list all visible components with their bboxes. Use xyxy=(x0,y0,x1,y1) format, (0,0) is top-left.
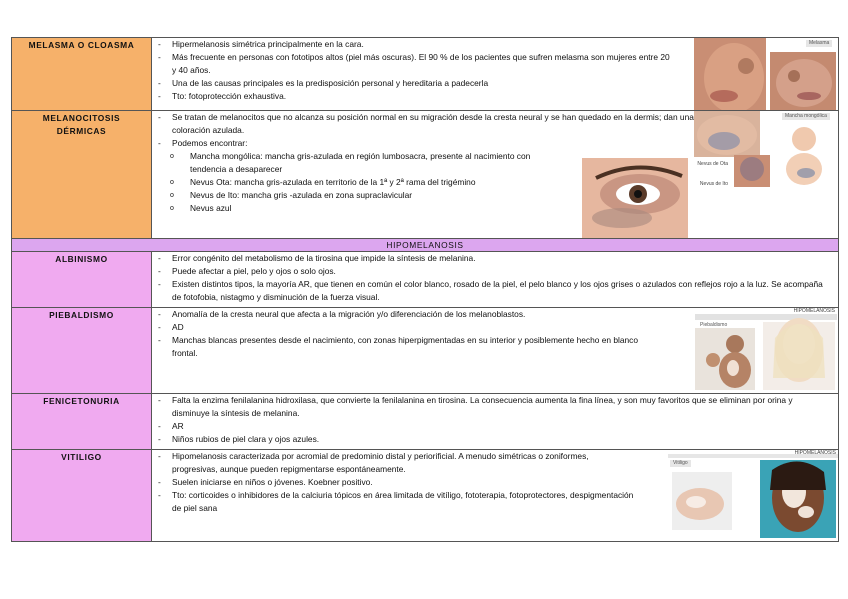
bullet: - Se tratan de melanocitos que no alcanza su posición normal en su migración desde la cresta neural y se han quedado en la dermis; dan una coloración azulada. xyxy=(156,111,696,137)
bullet: - Hipermelanosis simétrica principalmente en la cara. xyxy=(156,38,676,51)
term-label: FENICETONURIA xyxy=(43,396,120,406)
sub-bullet: o Nevus Ota: mancha gris-azulada en territorio de la 1ª y 2ª rama del trigémino xyxy=(170,176,535,189)
term-fenicetonuria xyxy=(12,394,152,450)
bullet: - Puede afectar a piel, pelo y ojos o solo ojos. xyxy=(156,265,832,278)
term-melanocitosis xyxy=(12,111,152,239)
bullet: - Tto: fotoprotección exhaustiva. xyxy=(156,90,676,103)
desc-melasma xyxy=(152,38,839,111)
bullet: - Tto: corticoides o inhibidores de la calciuria tópicos en área limitada de vitíligo, fototerapia, fotoprotectores, despigmentación de piel sana xyxy=(156,489,636,515)
term-label: ALBINISMO xyxy=(55,254,108,264)
image-caption: Nevus de Ota xyxy=(697,161,728,167)
bullet: - Falta la enzima fenilalanina hidroxilasa, que convierte la fenilalanina en tirosina. La consecuencia aumenta la fina línea, y son muy favoritos que se eliminan por orina y disminuye la síntesis de melanina. xyxy=(156,394,832,420)
sub-bullet: o Nevus azul xyxy=(170,202,535,215)
section-header: HIPOMELANOSIS xyxy=(12,239,839,252)
term-label-line2: DÉRMICAS xyxy=(56,126,107,136)
image-caption: Piebaldismo xyxy=(700,322,728,328)
nevus-ota-eye-photo xyxy=(582,158,688,238)
image-caption: Mancha mongólica xyxy=(782,113,830,120)
desc-vitiligo xyxy=(152,450,839,542)
bullet: - Podemos encontrar: xyxy=(156,137,696,150)
bullet: - Más frecuente en personas con fototipos altos (piel más oscuras). El 90 % de los pacientes que sufren melasma son mujeres entre 20 y 40 años. xyxy=(156,51,676,77)
image-header: HIPOMELANOSIS xyxy=(793,308,835,314)
term-label: VITILIGO xyxy=(61,452,102,462)
row-albinismo xyxy=(12,252,839,308)
term-vitiligo xyxy=(12,450,152,542)
bullet: - AR xyxy=(156,420,832,433)
term-label: MELASMA O CLOASMA xyxy=(28,40,135,50)
bullet: - Manchas blancas presentes desde el nacimiento, con zonas hiperpigmentadas en su interior y posiblemente hecho en blanco frontal. xyxy=(156,334,656,360)
sub-bullet: o Nevus de Ito: mancha gris -azulada en zona supraclavicular xyxy=(170,189,535,202)
sub-bullet: o Mancha mongólica: mancha gris-azulada en región lumbosacra, presente al nacimiento con tendencia a desaparecer xyxy=(170,150,535,176)
bullet: - Hipomelanosis caracterizada por acromial de predominio distal y periorificial. A menudo simétricas o zoniformes, progresivas, aunque pueden repigmentarse espontáneamente. xyxy=(156,450,636,476)
image-caption: Vitiligo xyxy=(670,460,691,467)
image-caption: Melasma xyxy=(806,40,832,47)
desc-melanocitosis xyxy=(152,111,839,239)
row-melasma xyxy=(12,38,839,111)
image-caption: Nevus de Ito xyxy=(699,181,728,187)
row-fenicetonuria xyxy=(12,394,839,450)
term-label: PIEBALDISMO xyxy=(49,310,114,320)
desc-fenicetonuria xyxy=(152,394,839,450)
row-piebaldismo xyxy=(12,308,839,394)
mancha-mongolica-photo xyxy=(694,111,837,189)
vitiligo-photo xyxy=(668,450,838,540)
bullet: - Error congénito del metabolismo de la tirosina que impide la síntesis de melanina. xyxy=(156,252,832,265)
term-melasma xyxy=(12,38,152,111)
bullet: - Anomalía de la cresta neural que afecta a la migración y/o diferenciación de los melanoblastos. xyxy=(156,308,656,321)
bullet: - Niños rubios de piel clara y ojos azules. xyxy=(156,433,832,446)
piebaldismo-photo xyxy=(695,308,837,390)
desc-albinismo xyxy=(152,252,839,308)
melasma-photo xyxy=(694,38,837,110)
term-label-line1: MELANOCITOSIS xyxy=(42,113,121,123)
bullet: - Suelen iniciarse en niños o jóvenes. Koebner positivo. xyxy=(156,476,636,489)
desc-piebaldismo xyxy=(152,308,839,394)
bullet: - AD xyxy=(156,321,656,334)
row-section-hipomelanosis xyxy=(12,239,839,252)
bullet: - Una de las causas principales es la predisposición personal y hereditaria a padecerla xyxy=(156,77,676,90)
term-piebaldismo xyxy=(12,308,152,394)
bullet: - Existen distintos tipos, la mayoría AR, que tienen en común el color blanco, rosado de la piel, el pelo blanco y los ojos grises o azulados con reflejos rojo a la luz. Se acompaña de fotofobia, nistagmo y disminución de la fuerza visual. xyxy=(156,278,832,304)
image-header: HIPOMELANOSIS xyxy=(794,450,836,456)
row-melanocitosis xyxy=(12,111,839,239)
term-albinismo xyxy=(12,252,152,308)
hyperpigmentation-table xyxy=(11,37,839,542)
row-vitiligo xyxy=(12,450,839,542)
